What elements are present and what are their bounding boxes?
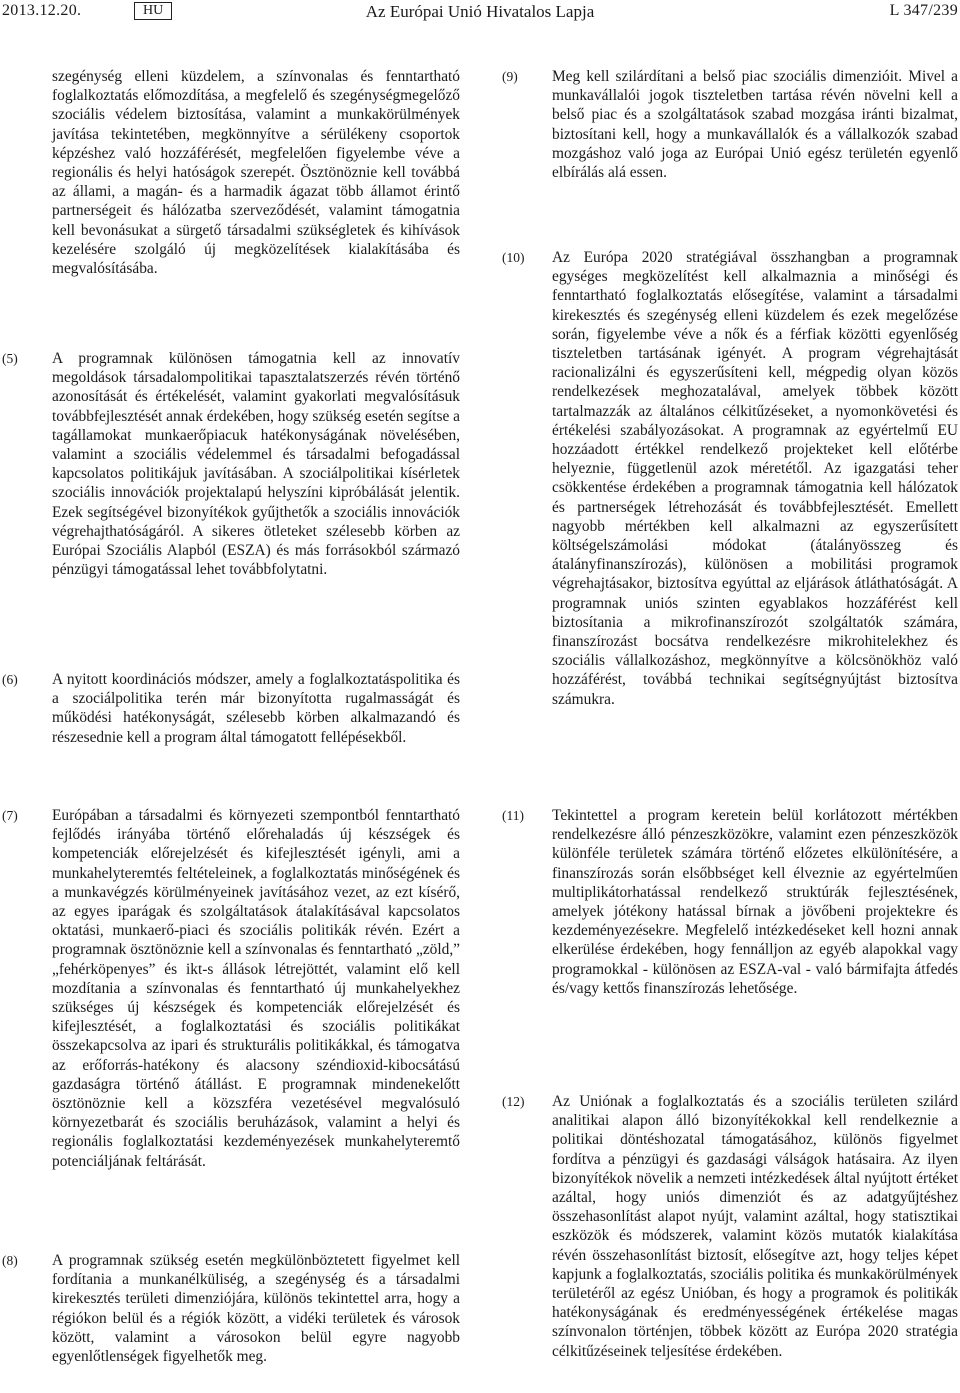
paragraph-number-7: (7) — [2, 808, 18, 823]
publication-date: 2013.12.20. — [2, 2, 82, 19]
paragraph-number-6: (6) — [2, 672, 18, 687]
paragraph-number-9: (9) — [502, 69, 518, 84]
paragraph-number-12: (12) — [502, 1094, 525, 1109]
paragraph-number-8: (8) — [2, 1253, 18, 1268]
paragraph-number-10: (10) — [502, 250, 525, 265]
page-header — [0, 0, 960, 26]
paragraph-6: A nyitott koordinációs módszer, amely a foglalkoztatáspolitika és a szociálpolitika terén már bizonyította rugalmasságát és működési hatékonyságát, szélesebb körben alkalmazandó és részesednie kell a program által támogatott fellépésekből. — [52, 671, 460, 746]
paragraph-number-11: (11) — [502, 808, 524, 823]
paragraph-number-5: (5) — [2, 351, 18, 366]
paragraph-10: Az Európa 2020 stratégiával összhangban a programnak egységes megközelítést kell alkalmaznia a minőségi és fenntartható foglalkoztatás elősegítése, valamint a társadalmi kirekesztés és szegénység elleni küzdelem és ezek megelőzése során, figyelembe véve a nők és a férfiak közötti egyenlőség tiszteletben tartásának igényét. A program végrehajtását racionalizálni és egyszerűsíteni kell, mégpedig olyan közös rendelkezések meghozatalával, amelyek többek között tartalmazzák az általános célkitűzéseket, a nyomonkövetési és értékelési szabályozásokat. A programnak az egyértelmű EU hozzáadott értékkel rendelkező projekteket kell előtérbe helyeznie, függetlenül azok méretétől. Az igazgatási teher csökkentése érdekében a programnak támogatnia kell hálózatok és partnerségek létrehozását és továbbfejlesztését. Emellett nagyobb mértékben kell alkalmazni az egyszerűsített költségelszámolási módokat (átalányösszeg és átalányfinanszírozás), különösen a mobilitási programok végrehajtásakor, biztosítva egyúttal az eljárások átláthatóságát. A programnak uniós szinten egyablakos hozzáférést kell biztosítania a mikrofinanszírozót szolgáltatók számára, finanszírozást bocsátva rendelkezésre mikrohitelekhez és szociális vállalkozáshoz, megkönnyítve a kölcsönökhöz való hozzáférést, továbbá technikai segítségnyújtást biztosítva számukra. — [552, 249, 958, 708]
paragraph-12: Az Uniónak a foglalkoztatás és a szociális területen szilárd analitikai alapon álló bizonyítékokkal kell rendelkeznie a politikai döntéshozatal támogatásához, különös figyelmet fordítva a pénzügyi és gazdasági válságok hatásaira. Az ilyen bizonyítékok növelik a nemzeti intézkedések által nyújtott értéket azáltal, hogy uniós dimenziót és az adatgyűjtéshez összehasonlítást alapot nyújt, valamint azáltal, hogy statisztikai eszközök és módszerek, valamint közös mutatók kialakítása révén összehasonlítást biztosít, elősegítve azt, hogy teljes képet kapjunk a foglalkoztatás, szociális politika és munkakörülmények területéről az egész Unióban, és hogy a programok és politikák hatékonyságának és eredményességének értékelése magas színvonalon történjen, többek között az Európa 2020 stratégia célkitűzéseinek teljesítése érdekében. — [552, 1093, 958, 1360]
paragraph-11: Tekintettel a program keretein belül korlátozott mértékben rendelkezésre álló pénzeszközökre, valamint ezen pénzeszközök különféle területek számára történő előzetes elkülönítésére, a finanszírozás során elsőbbséget kell élveznie az egyértelműen multiplikátorhatással rendelkező struktúrák fejlesztésének, amelyek jótékony hatással bírnak a jövőbeni projektekre és kezdeményezésekre. Megfelelő intézkedéseket kell hozni annak elkerülése érdekében, hogy fennálljon az egyéb alapokkal vagy programokkal - különösen az ESZA-val - való bármifajta átfedés és/vagy kettős finanszírozás lehetősége. — [552, 807, 958, 997]
paragraph-7: Európában a társadalmi és környezeti szempontból fenntartható fejlődés irányába történő előrehaladás új készségek és kompetenciák előrejelzését és kifejlesztését igényli, ami a munkahelyteremtés feltételeinek, a foglalkoztatás minőségének és a munkavégzés körülményeinek javításához vezet, az ezt kísérő, az egyes iparágak és szolgáltatások átalakításával kapcsolatos oktatási, munkaerő-piaci és szociális politikák révén. Ezért a programnak ösztönöznie kell a színvonalas és fenntartható „zöld,” „fehérköpenyes” és ikt-s állások létrejöttét, valamint elő kell mozdítania a színvonalas és fenntartható új munkahelyekhez szükséges új készségek és kompetenciák előrejelzését és kifejlesztését, a foglalkoztatási és szociális politikákat összekapcsolva az ipari és strukturális politikákkal, és támogatva az erőforrás-hatékony és alacsony széndioxid-kibocsátású gazdaságra történő átállást. E programnak mindenekelőtt ösztönöznie kell a közszféra vezetésével megvalósuló környezetbarát és szociális beruházások, valamint a helyi és regionális foglalkoztatási kezdeményezések munkahelyteremtő potenciáljának feltárását. — [52, 807, 460, 1170]
paragraph-8: A programnak szükség esetén megkülönböztetett figyelmet kell fordítania a munkanélküliség, a szegénység és a társadalmi kirekesztés területi dimenziójára, különös tekintettel arra, hogy a régiókon belül és a régiók között, a vidéki területek és városok között, valamint a városokon belül egyre nagyobb egyenlőtlenségek figyelhetők meg. — [52, 1252, 460, 1366]
paragraph-4-continued: szegénység elleni küzdelem, a színvonalas és fenntartható foglalkoztatás előmozdítása, a megfelelő és szegénységmegelőző szociális védelem biztosítása, valamint a munkakörülmények javítása tekintetében, megkönnyítve a sérülékeny csoportok képzéshez való hozzáférését, megfelelően figyelembe véve a regionális és helyi hatóságok szerepét. Ösztönöznie kell továbbá az állami, a magán- és a harmadik ágazat több államot érintő partnerségeit és hálózatba szerveződését, valamint támogatnia kell bevonásukat a sürgető társadalmi szükségletek és kihívások kezelésére szolgáló új megközelítések kialakításába és megvalósításába. — [52, 68, 460, 278]
language-badge: HU — [134, 2, 172, 20]
paragraph-5: A programnak különösen támogatnia kell az innovatív megoldások társadalompolitikai tapasztalatszerzés révén történő azonosítását és értékelését, valamint gyakorlati megvalósításuk továbbfejlesztését annak érdekében, hogy szükség esetén segítse a tagállamokat munkaerőpiacuk hatékonyságának növelésében, valamint a szociális védelemmel és társadalmi befogadással kapcsolatos politikájuk javításában. A szociálpolitikai kísérletek szociális innovációk projektalapú helyszíni kipróbálását jelentik. Ezek segítségével bizonyítékok gyűjthetők a szociális innovációk végrehajthatóságáról. A sikeres ötleteket szélesebb körben az Európai Szociális Alapból (ESZA) és más forrásokból származó pénzügyi támogatással lehet továbbfolytatni. — [52, 350, 460, 579]
journal-title: Az Európai Unió Hivatalos Lapja — [365, 2, 595, 21]
page-number: L 347/239 — [889, 2, 958, 19]
paragraph-9: Meg kell szilárdítani a belső piac szociális dimenzióit. Mivel a munkavállalói jogok tiszteletben tartása révén növelni kell a belső piac és a szolgáltatások szabad mozgása iránti bizalmat, biztosítani kell, hogy a munkavállalók és a vállalkozók szabad mozgáshoz való joga az Európai Unió egész területén egyenlő elbírálás alá essen. — [552, 68, 958, 182]
